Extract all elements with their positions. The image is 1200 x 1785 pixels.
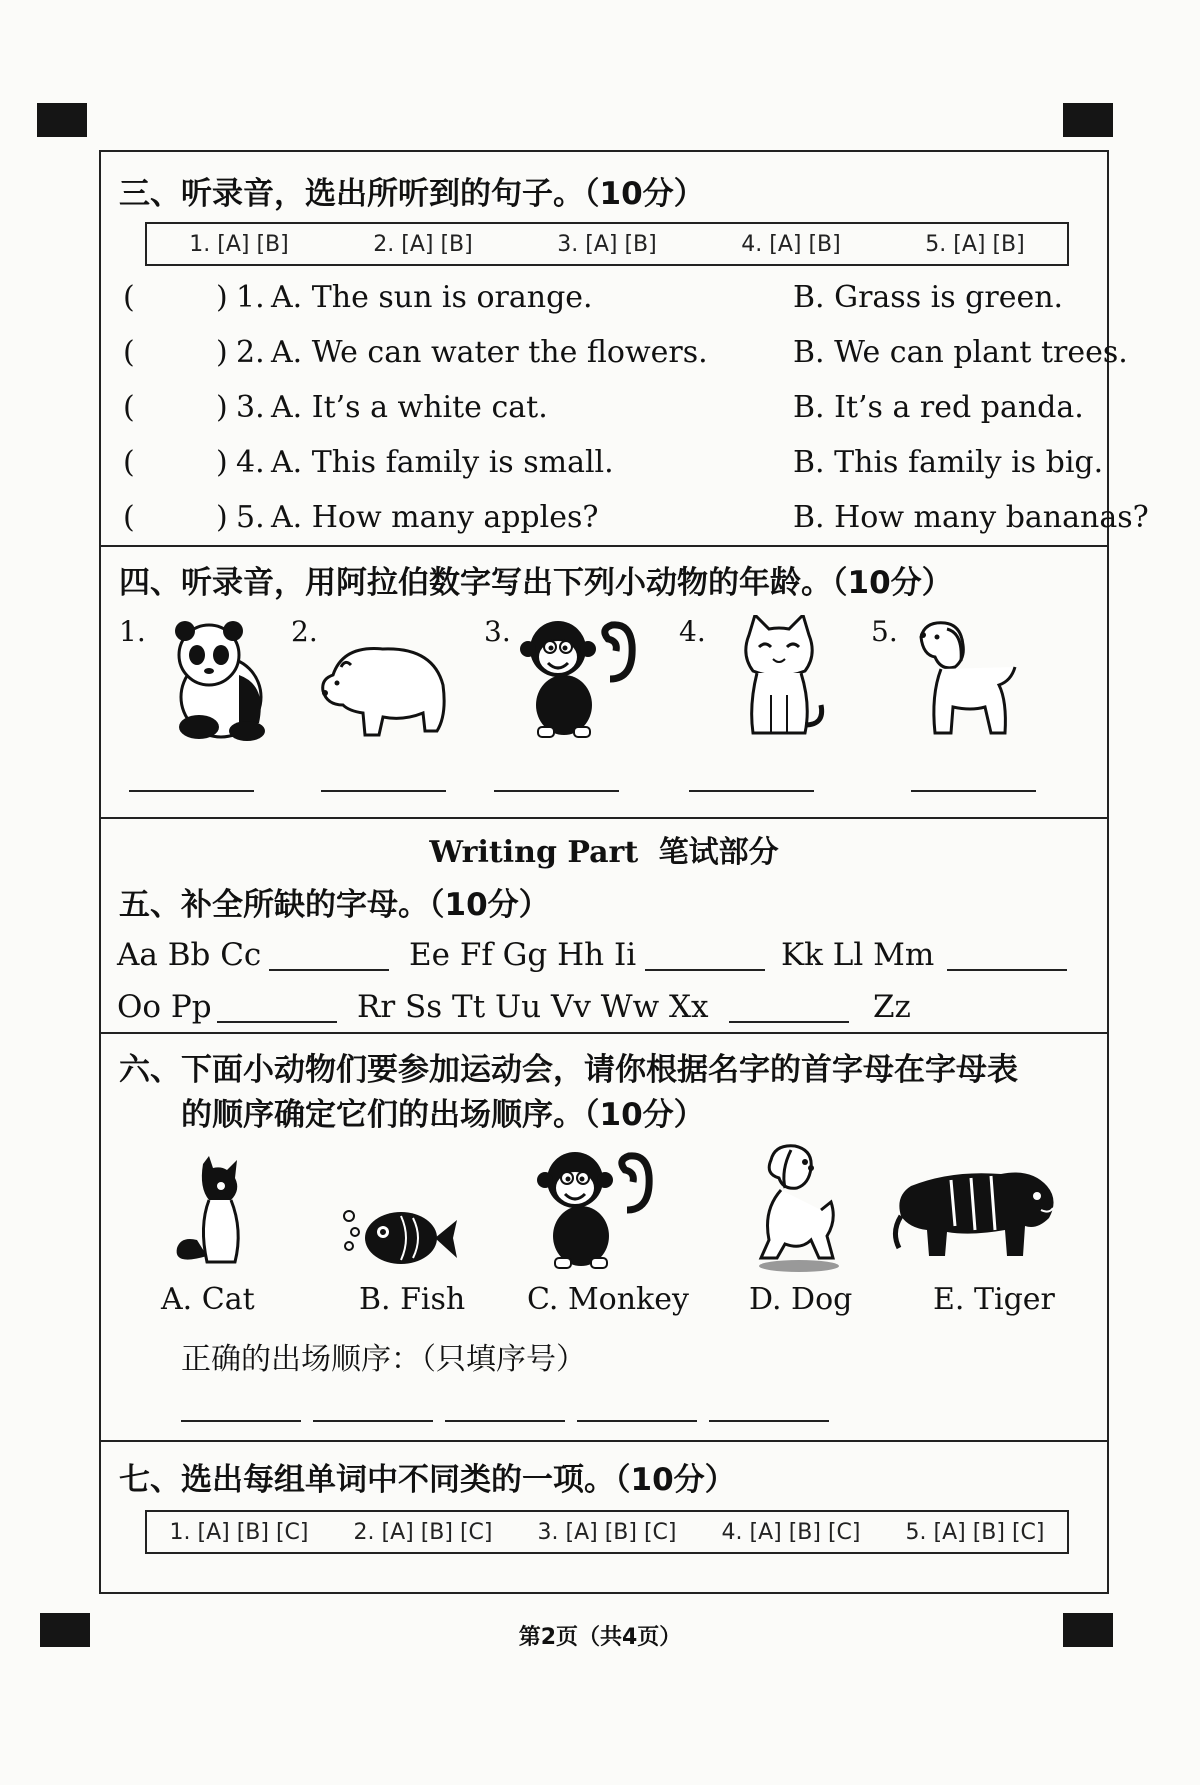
answer-bubble[interactable]: 2. [A] [B] xyxy=(373,231,473,257)
order-prompt: 正确的出场顺序：（只填序号） xyxy=(181,1342,586,1377)
section-7 xyxy=(101,1440,1107,1594)
answer-bubble[interactable]: 4. [A] [B] [C] xyxy=(721,1519,861,1545)
dog-icon xyxy=(911,615,1021,745)
age-blank[interactable] xyxy=(911,790,1036,792)
option-a: A. How many apples? xyxy=(271,500,599,535)
slot-number: 1. xyxy=(119,615,146,648)
letters-group: Kk Ll Mm xyxy=(781,937,935,973)
slot-number: 3. xyxy=(484,615,511,648)
slot-number: 4. xyxy=(679,615,706,648)
answer-bubble[interactable]: 1. [A] [B] [C] xyxy=(169,1519,309,1545)
section-7-title: 七、选出每组单词中不同类的一项。（10分） xyxy=(119,1462,736,1498)
answer-paren-close: ) xyxy=(216,335,228,370)
answer-paren-close: ) xyxy=(216,500,228,535)
animal-slot-5 xyxy=(871,615,1071,805)
letter-blank[interactable] xyxy=(269,969,389,971)
animal-slot-2 xyxy=(291,615,461,805)
order-blank[interactable] xyxy=(445,1420,565,1422)
answer-paren-close: ) xyxy=(216,280,228,315)
option-b: B. It’s a red panda. xyxy=(793,390,1084,425)
registration-mark-top-left xyxy=(37,103,87,137)
option-b: B. We can plant trees. xyxy=(793,335,1128,370)
section-6 xyxy=(101,1032,1107,1440)
letter-blank[interactable] xyxy=(947,969,1067,971)
option-a: A. This family is small. xyxy=(271,445,614,480)
animal-slot-4 xyxy=(679,615,849,805)
registration-mark-top-right xyxy=(1063,103,1113,137)
order-blank[interactable] xyxy=(313,1420,433,1422)
section-4-title: 四、听录音，用阿拉伯数字写出下列小动物的年龄。（10分） xyxy=(119,565,953,601)
panda-icon xyxy=(159,615,279,745)
answer-sheet-7 xyxy=(145,1510,1069,1554)
section-3-title: 三、听录音，选出所听到的句子。（10分） xyxy=(119,176,705,212)
animal-label: C. Monkey xyxy=(527,1282,689,1317)
answer-paren[interactable]: ( xyxy=(123,500,135,535)
tiger-icon xyxy=(891,1156,1061,1266)
question-number: 3. xyxy=(236,390,265,425)
answer-paren-close: ) xyxy=(216,390,228,425)
monkey-icon xyxy=(514,609,644,749)
section-3 xyxy=(101,152,1149,545)
age-blank[interactable] xyxy=(321,790,446,792)
question-row xyxy=(123,335,1128,385)
age-blank[interactable] xyxy=(494,790,619,792)
answer-paren-close: ) xyxy=(216,445,228,480)
section-6-title-line-1: 六、下面小动物们要参加运动会，请你根据名字的首字母在字母表 xyxy=(119,1052,1018,1088)
answer-paren[interactable]: ( xyxy=(123,280,135,315)
question-number: 1. xyxy=(236,280,265,315)
writing-part-cn: 笔试部分 xyxy=(658,835,779,870)
letter-blank[interactable] xyxy=(645,969,765,971)
section-4 xyxy=(101,545,1107,817)
slot-number: 5. xyxy=(871,615,898,648)
answer-paren[interactable]: ( xyxy=(123,445,135,480)
answer-bubble[interactable]: 2. [A] [B] [C] xyxy=(353,1519,493,1545)
question-row xyxy=(123,390,1107,440)
dog-icon xyxy=(741,1140,851,1280)
section-6-title-line-2: 的顺序确定它们的出场顺序。（10分） xyxy=(181,1097,705,1133)
answer-bubble[interactable]: 3. [A] [B] xyxy=(557,231,657,257)
letter-blank[interactable] xyxy=(729,1021,849,1023)
fish-icon xyxy=(341,1202,461,1272)
option-b: B. This family is big. xyxy=(793,445,1104,480)
writing-part-header xyxy=(101,827,1107,871)
animal-label: E. Tiger xyxy=(933,1282,1055,1317)
order-blank[interactable] xyxy=(181,1420,301,1422)
order-blank[interactable] xyxy=(577,1420,697,1422)
answer-bubble[interactable]: 1. [A] [B] xyxy=(189,231,289,257)
question-row xyxy=(123,280,1107,330)
polar-bear-icon xyxy=(313,635,453,745)
option-b: B. How many bananas? xyxy=(793,500,1149,535)
cat-icon xyxy=(729,615,829,745)
answer-bubble[interactable]: 3. [A] [B] [C] xyxy=(537,1519,677,1545)
letter-blank[interactable] xyxy=(217,1021,337,1023)
animal-label: A. Cat xyxy=(161,1282,255,1317)
question-number: 4. xyxy=(236,445,265,480)
option-a: A. It’s a white cat. xyxy=(271,390,548,425)
letters-group: Zz xyxy=(873,989,911,1025)
animal-slot-1 xyxy=(119,615,289,805)
answer-paren[interactable]: ( xyxy=(123,390,135,425)
answer-bubble[interactable]: 5. [A] [B] xyxy=(925,231,1025,257)
question-number: 2. xyxy=(236,335,265,370)
exam-sheet xyxy=(99,150,1149,1594)
animal-label: B. Fish xyxy=(359,1282,466,1317)
option-b: B. Grass is green. xyxy=(793,280,1064,315)
answer-bubble[interactable]: 4. [A] [B] xyxy=(741,231,841,257)
cat-icon xyxy=(163,1156,253,1276)
slot-number: 2. xyxy=(291,615,318,648)
animal-slot-3 xyxy=(484,615,654,805)
letters-group: Oo Pp xyxy=(117,989,212,1025)
age-blank[interactable] xyxy=(129,790,254,792)
age-blank[interactable] xyxy=(689,790,814,792)
section-5-title: 五、补全所缺的字母。（10分） xyxy=(119,887,550,923)
answer-sheet-3 xyxy=(145,222,1069,266)
question-row xyxy=(123,445,1107,495)
section-5 xyxy=(101,817,1107,1032)
letters-group: Ee Ff Gg Hh Ii xyxy=(409,937,637,973)
option-a: A. We can water the flowers. xyxy=(271,335,708,370)
answer-bubble[interactable]: 5. [A] [B] [C] xyxy=(905,1519,1045,1545)
option-a: A. The sun is orange. xyxy=(271,280,593,315)
letters-group: Rr Ss Tt Uu Vv Ww Xx xyxy=(357,989,709,1025)
alphabet-line-1 xyxy=(117,937,1097,977)
writing-part-en: Writing Part xyxy=(429,835,639,870)
monkey-icon xyxy=(531,1140,661,1280)
letters-group: Aa Bb Cc xyxy=(117,937,262,973)
page-footer: 第2页（共4页） xyxy=(518,1625,682,1650)
question-number: 5. xyxy=(236,500,265,535)
order-blank[interactable] xyxy=(709,1420,829,1422)
animal-label: D. Dog xyxy=(749,1282,853,1317)
answer-paren[interactable]: ( xyxy=(123,335,135,370)
question-row xyxy=(123,500,1149,550)
alphabet-line-2 xyxy=(117,989,1097,1029)
